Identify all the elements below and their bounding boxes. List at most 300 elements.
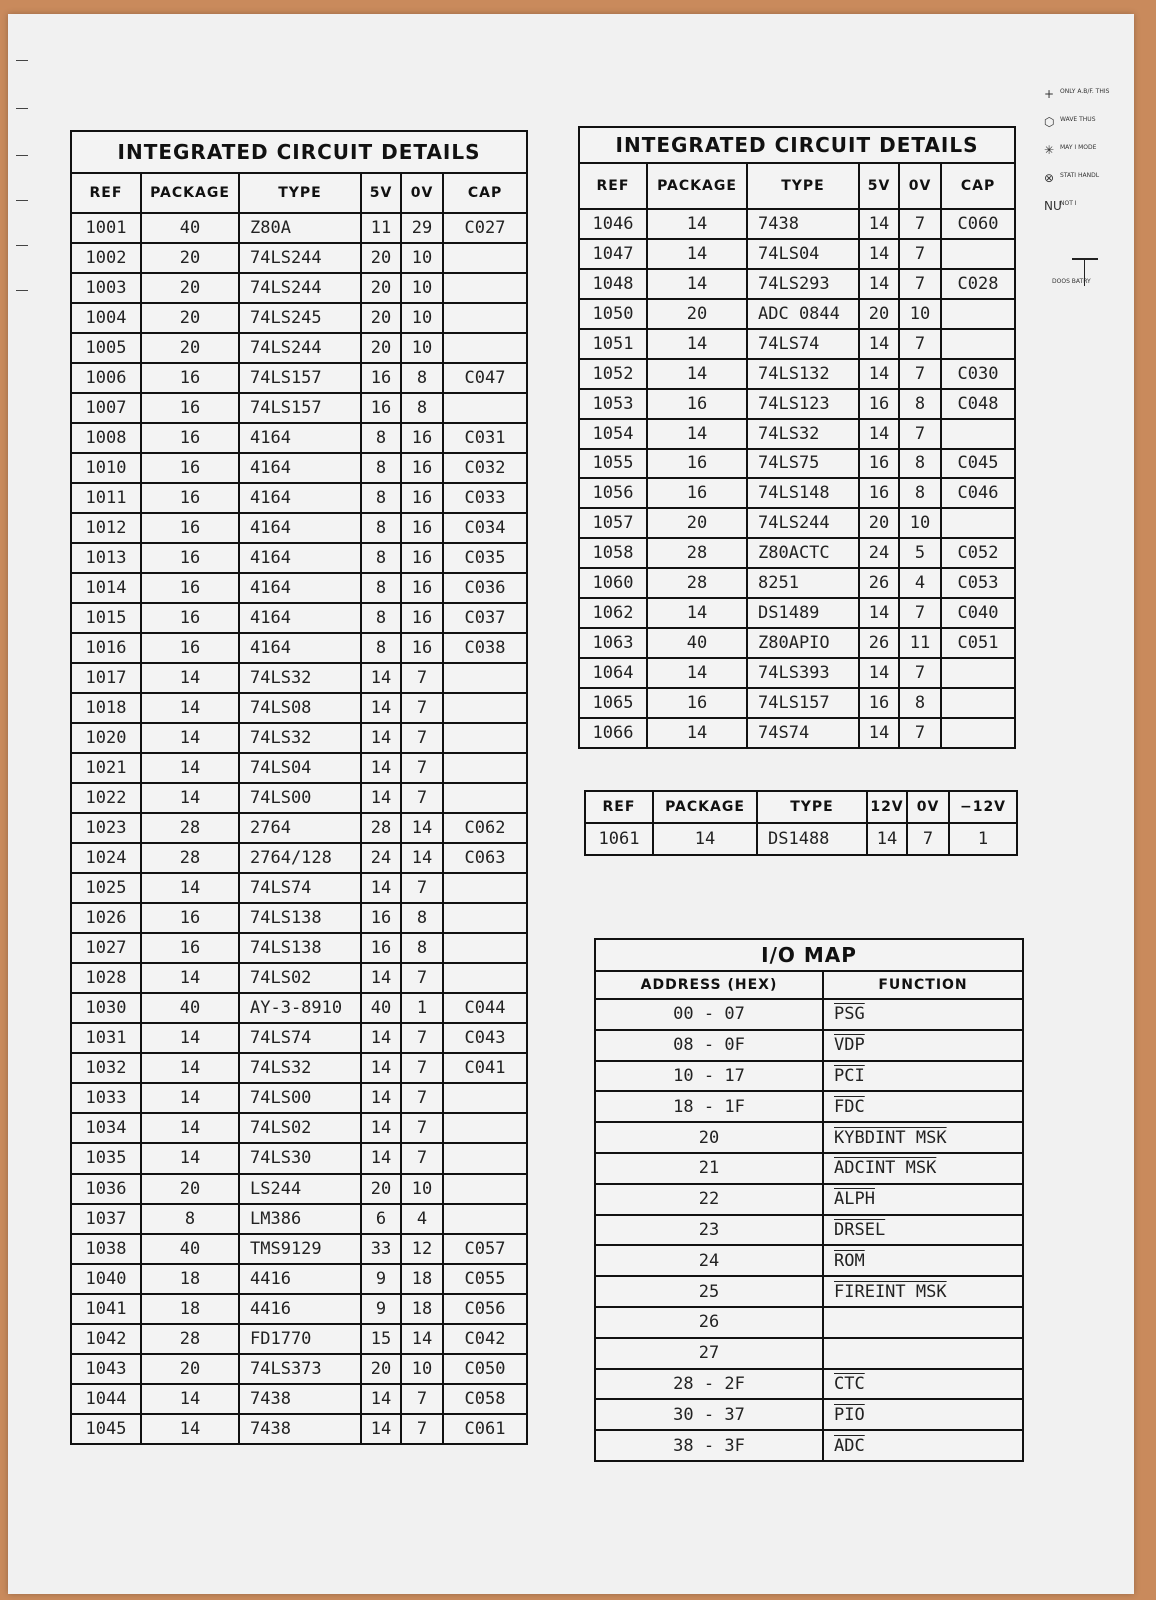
type-cell: 74LS00 [239, 783, 361, 813]
type-cell: ADC 0844 [747, 299, 859, 329]
package-cell: 18 [141, 1294, 239, 1324]
table-row [71, 453, 527, 483]
v-cell: 8 [361, 423, 401, 453]
io-map-row [595, 1307, 1023, 1338]
table-row [71, 1113, 527, 1143]
table-row [71, 1143, 527, 1173]
cap-cell: C030 [941, 359, 1015, 389]
package-cell: 14 [647, 329, 747, 359]
type-cell: Z80A [239, 213, 361, 243]
function-cell: $\overline{PIO}$ [823, 1399, 1023, 1430]
package-cell: 28 [141, 843, 239, 873]
col-header-5v: 5V [361, 173, 401, 213]
v-cell: 14 [361, 1023, 401, 1053]
table-row [71, 1414, 527, 1444]
cap-cell [941, 419, 1015, 449]
v-cell: 20 [361, 243, 401, 273]
col-header-function: FUNCTION [823, 971, 1023, 999]
package-cell: 14 [141, 1414, 239, 1444]
type-cell: 74LS244 [239, 243, 361, 273]
ov-cell: 7 [907, 823, 949, 855]
cap-cell: C046 [941, 478, 1015, 508]
type-cell: 74LS138 [239, 903, 361, 933]
v-cell: 33 [361, 1234, 401, 1264]
ref-cell: 1042 [71, 1324, 141, 1354]
ov-cell: 7 [401, 663, 443, 693]
type-cell: 74LS123 [747, 389, 859, 419]
ref-cell: 1045 [71, 1414, 141, 1444]
type-cell: 74LS32 [239, 663, 361, 693]
v-cell: 14 [859, 718, 899, 748]
margin-legend [1044, 88, 1114, 228]
function-cell [823, 1307, 1023, 1338]
package-cell: 16 [141, 603, 239, 633]
cap-cell: C041 [443, 1053, 527, 1083]
io-map-title: I/O MAP [595, 939, 1023, 971]
table-row [71, 513, 527, 543]
package-cell: 14 [647, 598, 747, 628]
v-cell: 14 [859, 359, 899, 389]
ref-cell: 1012 [71, 513, 141, 543]
v-cell: 14 [859, 329, 899, 359]
package-cell: 16 [141, 573, 239, 603]
type-cell: 74LS74 [239, 1023, 361, 1053]
v-cell: 24 [859, 538, 899, 568]
address-cell: 20 [595, 1122, 823, 1153]
table-row [71, 993, 527, 1023]
col-header-address: ADDRESS (HEX) [595, 971, 823, 999]
type-cell: DS1488 [757, 823, 867, 855]
ov-cell: 10 [899, 299, 941, 329]
v-cell: 26 [859, 628, 899, 658]
cap-cell: C063 [443, 843, 527, 873]
col-header-0v: 0V [907, 791, 949, 823]
table-row [579, 688, 1015, 718]
v-cell: 16 [361, 363, 401, 393]
package-cell: 14 [141, 963, 239, 993]
package-cell: 40 [141, 1234, 239, 1264]
margin-note: DOOS BATRY [1052, 278, 1091, 285]
type-cell: 2764/128 [239, 843, 361, 873]
address-cell: 21 [595, 1153, 823, 1184]
cap-cell: C027 [443, 213, 527, 243]
package-cell: 16 [647, 389, 747, 419]
package-cell: 14 [141, 1083, 239, 1113]
type-cell: 74LS157 [747, 688, 859, 718]
table-row [71, 1023, 527, 1053]
v-cell: 9 [361, 1294, 401, 1324]
table-row [71, 963, 527, 993]
package-cell: 14 [653, 823, 757, 855]
type-cell: 74LS74 [239, 873, 361, 903]
ref-cell: 1061 [585, 823, 653, 855]
ref-cell: 1032 [71, 1053, 141, 1083]
package-cell: 14 [647, 718, 747, 748]
ov-cell: 10 [401, 243, 443, 273]
ref-cell: 1011 [71, 483, 141, 513]
type-cell: 74LS02 [239, 963, 361, 993]
type-cell: 74LS02 [239, 1113, 361, 1143]
table-row [71, 933, 527, 963]
package-cell: 20 [647, 508, 747, 538]
io-map-row [595, 1276, 1023, 1307]
ov-cell: 8 [899, 478, 941, 508]
v-cell: 15 [361, 1324, 401, 1354]
ov-cell: 16 [401, 453, 443, 483]
v-cell: 14 [859, 239, 899, 269]
ov-cell: 7 [401, 783, 443, 813]
ov-cell: 8 [899, 389, 941, 419]
package-cell: 16 [141, 483, 239, 513]
type-cell: 7438 [239, 1384, 361, 1414]
type-cell: 74LS32 [239, 1053, 361, 1083]
cap-cell [443, 1143, 527, 1173]
v-cell: 16 [859, 449, 899, 479]
table-row [579, 598, 1015, 628]
io-map-row [595, 1153, 1023, 1184]
package-cell: 16 [141, 543, 239, 573]
type-cell: 74LS74 [747, 329, 859, 359]
ref-cell: 1040 [71, 1264, 141, 1294]
asterisk-icon: ✳ [1044, 143, 1055, 157]
table-row [71, 693, 527, 723]
cap-cell [443, 1113, 527, 1143]
v-cell: 24 [361, 843, 401, 873]
cap-cell [443, 303, 527, 333]
col-header-12v: 12V [867, 791, 907, 823]
table-row [579, 299, 1015, 329]
legend-item [1044, 116, 1114, 144]
ov-cell: 10 [401, 1174, 443, 1204]
col-header-type: TYPE [239, 173, 361, 213]
type-cell: LS244 [239, 1174, 361, 1204]
ov-cell: 7 [899, 658, 941, 688]
type-cell: Z80APIO [747, 628, 859, 658]
cap-cell: C037 [443, 603, 527, 633]
v-cell: 16 [859, 688, 899, 718]
cap-cell: C028 [941, 269, 1015, 299]
type-cell: 74LS157 [239, 393, 361, 423]
ref-cell: 1058 [579, 538, 647, 568]
ref-cell: 1044 [71, 1384, 141, 1414]
cap-cell: C055 [443, 1264, 527, 1294]
ov-cell: 12 [401, 1234, 443, 1264]
ov-cell: 7 [401, 1384, 443, 1414]
table-row [579, 508, 1015, 538]
io-map-row [595, 1338, 1023, 1369]
type-cell: 74LS30 [239, 1143, 361, 1173]
type-cell: 74LS373 [239, 1354, 361, 1384]
type-cell: 74LS04 [239, 753, 361, 783]
v-cell: 16 [361, 903, 401, 933]
ov-cell: 7 [401, 693, 443, 723]
cap-cell: C058 [443, 1384, 527, 1414]
cap-cell: C061 [443, 1414, 527, 1444]
type-cell: 4164 [239, 573, 361, 603]
header-row [585, 791, 1017, 823]
v-cell: 16 [361, 393, 401, 423]
ov-cell: 7 [899, 329, 941, 359]
cap-cell [443, 783, 527, 813]
package-cell: 14 [647, 239, 747, 269]
table-row [71, 723, 527, 753]
cap-cell: C050 [443, 1354, 527, 1384]
package-cell: 14 [141, 783, 239, 813]
package-cell: 16 [647, 688, 747, 718]
cap-cell: C042 [443, 1324, 527, 1354]
ov-cell: 7 [401, 1113, 443, 1143]
ref-cell: 1017 [71, 663, 141, 693]
type-cell: 74LS245 [239, 303, 361, 333]
ref-cell: 1001 [71, 213, 141, 243]
table-row [71, 603, 527, 633]
cap-cell [443, 1174, 527, 1204]
cap-cell [443, 933, 527, 963]
ref-cell: 1037 [71, 1204, 141, 1234]
ov-cell: 16 [401, 423, 443, 453]
table-row [71, 1264, 527, 1294]
v-cell: 20 [361, 273, 401, 303]
io-map-table [594, 938, 1024, 1462]
type-cell: TMS9129 [239, 1234, 361, 1264]
cap-cell: C048 [941, 389, 1015, 419]
ic-details-table-left [70, 130, 528, 1445]
cap-cell [443, 873, 527, 903]
ref-cell: 1035 [71, 1143, 141, 1173]
v-cell: 16 [859, 478, 899, 508]
crossed-circle-icon: ⊗ [1044, 171, 1055, 185]
package-cell: 16 [647, 478, 747, 508]
v-cell: 14 [361, 963, 401, 993]
address-cell: 26 [595, 1307, 823, 1338]
table-row [579, 269, 1015, 299]
table-row [71, 423, 527, 453]
ov-cell: 7 [401, 1414, 443, 1444]
legend-text: ONLY A.B/F. THIS [1060, 88, 1110, 95]
v-cell: 14 [859, 419, 899, 449]
ref-cell: 1052 [579, 359, 647, 389]
table-row [579, 209, 1015, 239]
type-cell: 74LS08 [239, 693, 361, 723]
col-header-minus-12v: −12V [949, 791, 1017, 823]
package-cell: 14 [141, 1113, 239, 1143]
ov-cell: 7 [401, 753, 443, 783]
type-cell: 74LS293 [747, 269, 859, 299]
cap-cell [443, 393, 527, 423]
cap-cell [941, 239, 1015, 269]
function-cell: $\overline{FDC}$ [823, 1091, 1023, 1122]
table-row [71, 1053, 527, 1083]
ov-cell: 16 [401, 483, 443, 513]
table-row [579, 568, 1015, 598]
legend-text: WAVE THUS [1060, 116, 1096, 123]
v-cell: 16 [859, 389, 899, 419]
ov-cell: 14 [401, 813, 443, 843]
type-cell: 7438 [239, 1414, 361, 1444]
legend-text: NOT I [1060, 200, 1077, 207]
package-cell: 16 [141, 633, 239, 663]
ref-cell: 1047 [579, 239, 647, 269]
ref-cell: 1065 [579, 688, 647, 718]
ref-cell: 1056 [579, 478, 647, 508]
ov-cell: 5 [899, 538, 941, 568]
cap-cell: C036 [443, 573, 527, 603]
ref-cell: 1060 [579, 568, 647, 598]
cap-cell [443, 663, 527, 693]
v-cell: 14 [361, 1143, 401, 1173]
v-cell: 8 [361, 513, 401, 543]
cap-cell [443, 243, 527, 273]
v-cell: 14 [361, 1414, 401, 1444]
table-row [579, 628, 1015, 658]
v-cell: 8 [361, 603, 401, 633]
table-row [71, 753, 527, 783]
type-cell: 74LS75 [747, 449, 859, 479]
ref-cell: 1010 [71, 453, 141, 483]
v-cell: 28 [361, 813, 401, 843]
table-row [71, 1294, 527, 1324]
ref-cell: 1002 [71, 243, 141, 273]
type-cell: 74LS32 [747, 419, 859, 449]
package-cell: 20 [141, 273, 239, 303]
package-cell: 14 [647, 419, 747, 449]
package-cell: 16 [647, 449, 747, 479]
io-map-row [595, 1030, 1023, 1061]
cap-cell [941, 718, 1015, 748]
ov-cell: 4 [401, 1204, 443, 1234]
function-cell: KYBDINT MSK [823, 1122, 1023, 1153]
package-cell: 28 [647, 538, 747, 568]
address-cell: 23 [595, 1215, 823, 1246]
type-cell: 74LS04 [747, 239, 859, 269]
type-cell: 74LS244 [747, 508, 859, 538]
ref-cell: 1063 [579, 628, 647, 658]
v-cell: 9 [361, 1264, 401, 1294]
legend-item [1044, 88, 1114, 116]
package-cell: 14 [141, 1143, 239, 1173]
ref-cell: 1006 [71, 363, 141, 393]
ov-cell: 14 [401, 1324, 443, 1354]
cap-cell [443, 333, 527, 363]
type-cell: 4164 [239, 513, 361, 543]
ref-cell: 1018 [71, 693, 141, 723]
ref-cell: 1046 [579, 209, 647, 239]
v-cell: 14 [361, 693, 401, 723]
v-cell: 16 [361, 933, 401, 963]
table-row [71, 483, 527, 513]
cap-cell: C032 [443, 453, 527, 483]
function-cell: $\overline{ROM}$ [823, 1245, 1023, 1276]
cross-icon: + [1044, 87, 1055, 101]
v-cell: 14 [361, 723, 401, 753]
package-cell: 14 [141, 693, 239, 723]
cap-cell: C038 [443, 633, 527, 663]
ref-cell: 1013 [71, 543, 141, 573]
ref-cell: 1034 [71, 1113, 141, 1143]
function-cell: DRSEL [823, 1215, 1023, 1246]
io-map-row [595, 1245, 1023, 1276]
legend-text: STATI HANDL [1060, 172, 1100, 179]
table-row [71, 1384, 527, 1414]
v-cell: 14 [867, 823, 907, 855]
package-cell: 20 [141, 1354, 239, 1384]
function-cell [823, 1338, 1023, 1369]
io-map-row [595, 1122, 1023, 1153]
package-cell: 14 [141, 1384, 239, 1414]
package-cell: 16 [141, 393, 239, 423]
type-cell: 2764 [239, 813, 361, 843]
table-row [71, 903, 527, 933]
cap-cell: 1 [949, 823, 1017, 855]
package-cell: 14 [647, 269, 747, 299]
v-cell: 14 [361, 783, 401, 813]
ref-cell: 1050 [579, 299, 647, 329]
cap-cell: C056 [443, 1294, 527, 1324]
type-cell: 4416 [239, 1294, 361, 1324]
address-cell: 27 [595, 1338, 823, 1369]
cap-cell: C045 [941, 449, 1015, 479]
legend-item [1044, 200, 1114, 228]
function-cell: $\overline{ADC}$ [823, 1430, 1023, 1461]
cap-cell [443, 963, 527, 993]
cap-cell: C062 [443, 813, 527, 843]
nu-label: NU [1044, 199, 1062, 213]
package-cell: 28 [141, 813, 239, 843]
ov-cell: 8 [899, 449, 941, 479]
table-row [71, 213, 527, 243]
cap-cell: C035 [443, 543, 527, 573]
v-cell: 14 [859, 209, 899, 239]
v-cell: 14 [361, 1053, 401, 1083]
address-cell: 24 [595, 1245, 823, 1276]
cap-cell [941, 658, 1015, 688]
ref-cell: 1016 [71, 633, 141, 663]
ov-cell: 14 [401, 843, 443, 873]
ov-cell: 7 [401, 1053, 443, 1083]
ov-cell: 7 [899, 598, 941, 628]
package-cell: 18 [141, 1264, 239, 1294]
ov-cell: 7 [899, 209, 941, 239]
ref-cell: 1033 [71, 1083, 141, 1113]
ref-cell: 1003 [71, 273, 141, 303]
ref-cell: 1036 [71, 1174, 141, 1204]
package-cell: 14 [141, 1023, 239, 1053]
address-cell: 00 - 07 [595, 999, 823, 1030]
col-header-ref: REF [71, 173, 141, 213]
table-row [71, 1174, 527, 1204]
ov-cell: 8 [401, 903, 443, 933]
cap-cell: C043 [443, 1023, 527, 1053]
address-cell: 38 - 3F [595, 1430, 823, 1461]
table-row [579, 389, 1015, 419]
legend-item [1044, 172, 1114, 200]
table-row [71, 663, 527, 693]
v-cell: 14 [859, 598, 899, 628]
type-cell: 4164 [239, 423, 361, 453]
io-map-row [595, 1399, 1023, 1430]
ref-cell: 1004 [71, 303, 141, 333]
type-cell: 74LS132 [747, 359, 859, 389]
ref-cell: 1051 [579, 329, 647, 359]
table-row [71, 1083, 527, 1113]
ref-cell: 1015 [71, 603, 141, 633]
type-cell: 4164 [239, 603, 361, 633]
cap-cell: C052 [941, 538, 1015, 568]
ov-cell: 8 [401, 363, 443, 393]
ref-cell: 1031 [71, 1023, 141, 1053]
table-row [579, 449, 1015, 479]
table-row [71, 543, 527, 573]
